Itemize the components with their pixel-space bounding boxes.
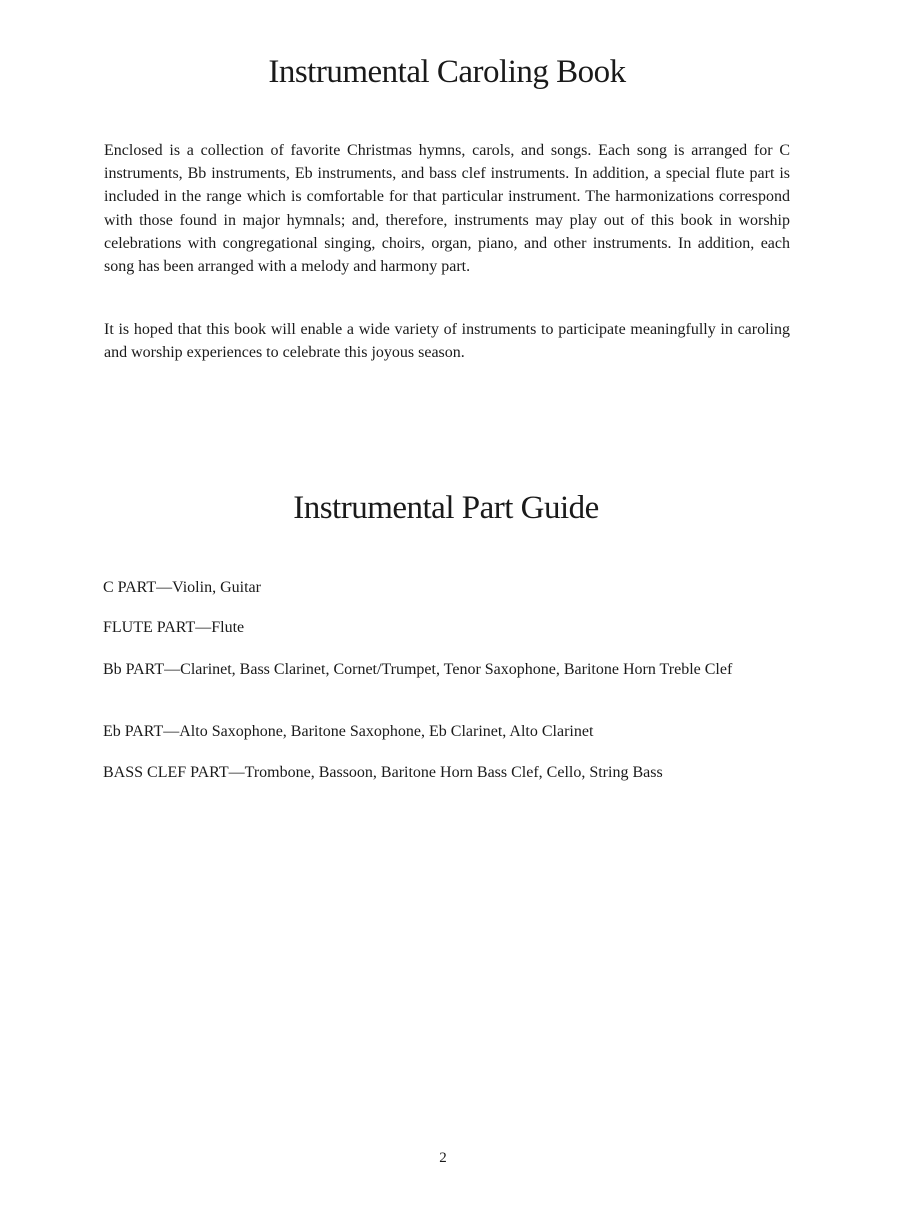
dash-separator: —: [156, 579, 173, 596]
page-number: 2: [439, 1150, 447, 1166]
dash-separator: —: [163, 723, 180, 740]
book-title: Instrumental Caroling Book: [268, 54, 626, 90]
part-instruments: Alto Saxophone, Baritone Saxophone, Eb Clarinet, Alto Clarinet: [179, 723, 594, 740]
part-name: C PART: [103, 579, 157, 596]
part-name: Bb PART: [103, 661, 165, 678]
part-instruments: Trombone, Bassoon, Baritone Horn Bass Clef, Cello, String Bass: [244, 764, 663, 781]
part-name: FLUTE PART: [103, 619, 196, 636]
part-guide-entry-flute: [103, 618, 789, 638]
dash-separator: —: [164, 661, 181, 678]
intro-paragraph-1: Enclosed is a collection of favorite Christmas hymns, carols, and songs. Each song is arranged for C instruments, Bb instruments, Eb instruments, and bass clef instruments. In addition, a special flute part is included in the range which is comfortable for that particular instrument. The harmonizations correspond with those found in major hymnals; and, therefore, instruments may play out of this book in worship celebrations with congregational singing, choirs, organ, piano, and other instruments. In addition, each song has been arranged with a melody and harmony part.: [104, 142, 790, 276]
intro-paragraph-2: It is hoped that this book will enable a wide variety of instruments to participate meaningfully in caroling and worship experiences to celebrate this joyous season.: [104, 321, 790, 362]
dash-separator: —: [195, 619, 212, 636]
part-guide-title: Instrumental Part Guide: [293, 490, 599, 526]
part-guide-entry-bb: [103, 660, 789, 680]
part-guide-entry-bass-clef: [103, 763, 789, 783]
part-guide-entry-eb: [103, 722, 789, 742]
part-name: BASS CLEF PART: [103, 764, 229, 781]
part-instruments: Violin, Guitar: [172, 579, 261, 596]
part-instruments: Flute: [211, 619, 245, 636]
dash-separator: —: [228, 764, 245, 781]
part-name: Eb PART: [103, 723, 164, 740]
part-guide-entry-c: [103, 578, 789, 598]
part-instruments: Clarinet, Bass Clarinet, Cornet/Trumpet, Tenor Saxophone, Baritone Horn Treble Clef: [180, 661, 733, 678]
